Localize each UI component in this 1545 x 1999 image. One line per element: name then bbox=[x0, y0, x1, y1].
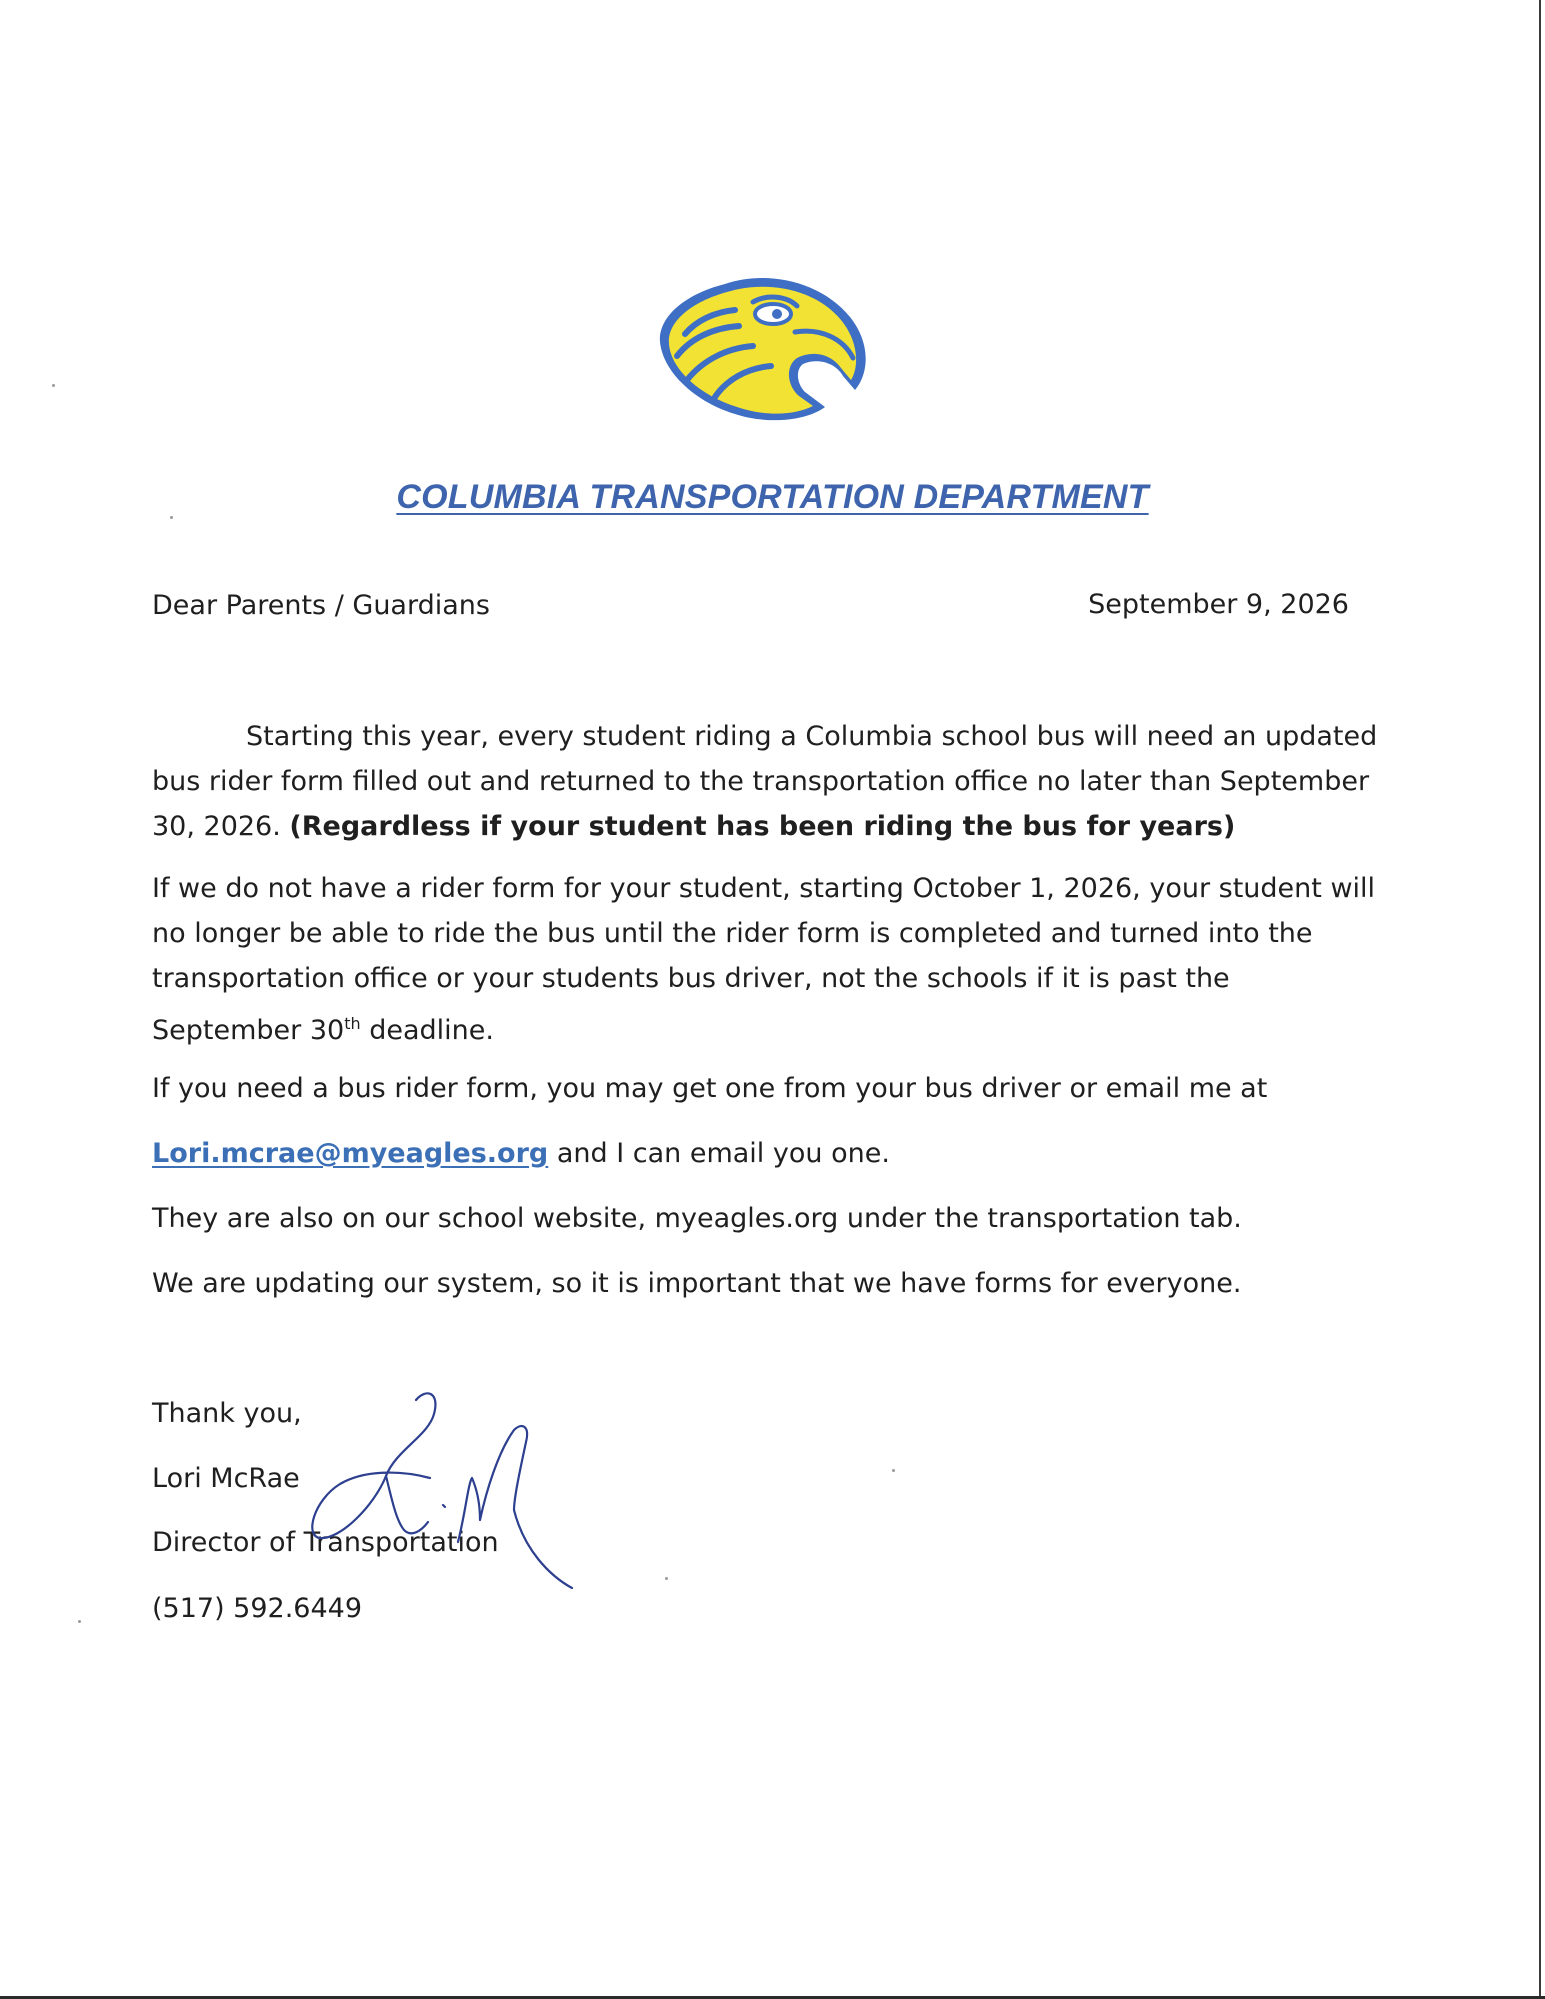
scan-speck bbox=[78, 1620, 81, 1623]
scan-speck bbox=[892, 1469, 895, 1472]
closing-thanks: Thank you, bbox=[152, 1398, 302, 1429]
page-edge bbox=[1539, 0, 1541, 1999]
scan-speck bbox=[170, 516, 173, 519]
email-link[interactable]: Lori.mcrae@myeagles.org bbox=[152, 1138, 549, 1169]
salutation: Dear Parents / Guardians bbox=[152, 590, 490, 621]
paragraph-consequence bbox=[152, 866, 1382, 1053]
scan-speck bbox=[52, 384, 55, 387]
eagle-logo-icon bbox=[655, 272, 875, 427]
paragraph-deadline-bold: (Regardless if your student has been riding the bus for years) bbox=[289, 811, 1236, 842]
paragraph-deadline bbox=[152, 714, 1382, 849]
signer-role: Director of Transportation bbox=[152, 1527, 499, 1558]
paragraph-email-rest: and I can email you one. bbox=[548, 1138, 890, 1169]
signature-icon bbox=[300, 1380, 600, 1590]
scan-speck bbox=[665, 1577, 668, 1580]
paragraph-email bbox=[152, 1131, 1382, 1176]
paragraph-consequence-text: If we do not have a rider form for your student, starting October 1, 2026, your student will no longer be able to ride the bus until the rider form is completed and turned into the transportation office or your students bus driver, not the schools if it is past the September 30 bbox=[152, 873, 1376, 1046]
signer-phone: (517) 592.6449 bbox=[152, 1593, 363, 1624]
paragraph-update: We are updating our system, so it is important that we have forms for everyone. bbox=[152, 1268, 1242, 1299]
paragraph-consequence-end: deadline. bbox=[360, 1015, 494, 1046]
signer-name: Lori McRae bbox=[152, 1463, 300, 1494]
paragraph-website: They are also on our school website, myeagles.org under the transportation tab. bbox=[152, 1203, 1242, 1234]
paragraph-deadline-text: Starting this year, every student riding a Columbia school bus will need an updated bus rider form filled out and returned to the transportation office no later than September 30, 2026. bbox=[152, 721, 1378, 842]
ordinal-suffix: th bbox=[344, 1014, 361, 1033]
department-heading: COLUMBIA TRANSPORTATION DEPARTMENT bbox=[396, 478, 1149, 516]
letter-date: September 9, 2026 bbox=[1088, 589, 1349, 620]
paragraph-request: If you need a bus rider form, you may get one from your bus driver or email me at bbox=[152, 1073, 1268, 1104]
